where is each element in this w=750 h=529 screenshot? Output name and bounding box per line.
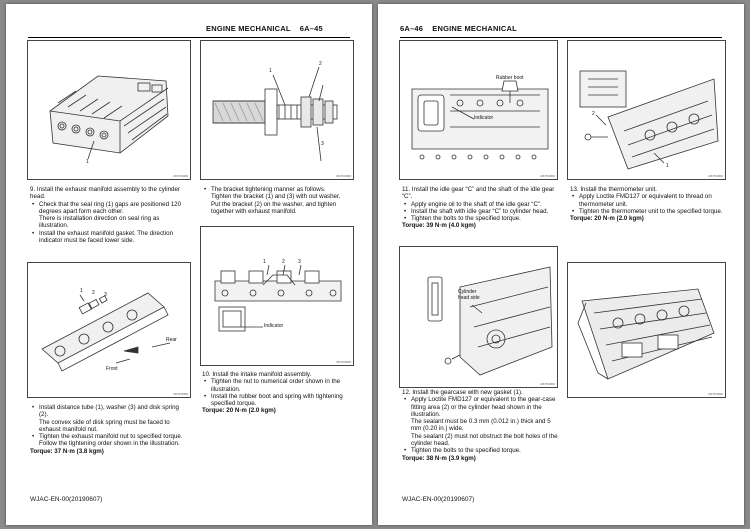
figure-code: M1TF0000 (708, 174, 723, 178)
running-header (206, 24, 323, 33)
figure-thermometer-unit (567, 40, 726, 180)
note: The sealant must be 0.3 mm (0.012 in.) thick and 5 mm (0.20 in.) wide. (411, 418, 551, 433)
torque-spec: Torque: 20 N·m (2.0 kgm) (570, 215, 644, 223)
bullet: • Install the shaft with idle gear “C” to cylinder head. (402, 208, 558, 215)
bullet: • Tighten the thermometer unit to the specified torque. (570, 208, 724, 215)
figure-code: M1TF0000 (540, 174, 555, 178)
header-rule (400, 37, 722, 38)
figure-code: M1TF0000 (336, 174, 351, 178)
torque-spec: Torque: 38 N·m (3.9 kgm) (402, 454, 476, 462)
note: Put the bracket (2) on the washer, and tighten together with exhaust manifold. (211, 200, 337, 215)
page-right (378, 4, 744, 525)
intake-manifold-drawing (201, 227, 353, 365)
bullet: • Install the exhaust manifold gasket. The direction indicator must be faced lower side. (30, 230, 186, 245)
cylinder-head-side-label: Cylinder head side (458, 289, 480, 301)
thermometer-drawing (568, 41, 725, 179)
callout-1: 1 (269, 68, 272, 74)
engine-block-drawing (568, 263, 725, 397)
bracket-section-drawing (201, 41, 353, 179)
callout-3: 3 (321, 141, 324, 147)
page-footer: WJAC-EN-00(20190607) (402, 496, 475, 503)
note: Tighten the bracket (1) and (3) with out washer. (211, 193, 341, 201)
header-title: ENGINE MECHANICAL (432, 24, 517, 33)
bullet: • Install the rubber boot and spring with tightening specified torque. (202, 393, 352, 408)
bullet: • Check that the seal ring (1) gaps are positioned 120 degrees apart form each other. (30, 201, 186, 216)
torque-spec: Torque: 20 N·m (2.0 kgm) (202, 407, 276, 415)
gearcase-drawing (400, 247, 557, 387)
callout-1: 1 (666, 163, 669, 169)
front-label: Front (106, 366, 118, 372)
figure-engine-block (567, 262, 726, 398)
cylinder-head-drawing (28, 41, 190, 179)
bullet: • Tighten the nut to numerical order shown in the illustration. (202, 378, 352, 393)
bullet: • Tighten the bolts to the specified torque. (402, 215, 558, 222)
page-footer: WJAC-EN-00(20190607) (30, 496, 103, 503)
step-12-text (402, 389, 562, 462)
figure-code: M1TF0000 (173, 174, 188, 178)
callout-3: 3 (298, 259, 301, 265)
step-heading: 12. Install the gearcase with new gasket (1). (402, 389, 523, 396)
figure-intake-manifold (200, 226, 354, 366)
bracket-text (202, 186, 352, 215)
figure-idle-gear (399, 40, 558, 180)
indicator-label: Indicator (264, 323, 284, 329)
figure-code: M1TF0000 (336, 360, 351, 364)
rubber-boot-label: Rubber boot (496, 75, 524, 81)
header-title: ENGINE MECHANICAL (206, 24, 291, 33)
page-number: 6A–45 (299, 24, 323, 33)
indicator-label: Indicator (474, 115, 494, 121)
running-header (400, 24, 517, 33)
step-9-text (30, 186, 186, 244)
bullet: • Apply Loctite FMD127 or equivalent to thread on thermometer unit. (570, 193, 724, 208)
note: The sealant (2) must not obstruct the bolt holes of the cylinder head. (411, 432, 558, 448)
callout-2: 2 (92, 290, 95, 296)
exhaust-manifold-drawing (28, 263, 190, 397)
idle-gear-drawing (400, 41, 557, 179)
step-10-text (202, 371, 352, 415)
bullet: • Tighten the exhaust manifold nut to specified torque. Follow the tightening order shown in the illustration. (30, 433, 186, 448)
step-13-text (570, 186, 724, 222)
bullet: • Apply engine oil to the shaft of the idle gear “C”. (402, 201, 558, 208)
callout-1: 1 (86, 159, 89, 165)
figure-gearcase (399, 246, 558, 388)
note: There is installation direction on seal ring as illustration. (39, 215, 160, 230)
callout-2: 2 (282, 259, 285, 265)
callout-1: 1 (263, 259, 266, 265)
step-heading: 11. Install the idle gear “C” and the shaft of the idle gear “C”. (402, 186, 555, 201)
step-heading: 13. Install the thermometer unit. (570, 186, 658, 193)
bullet: • Tighten the bolts to the specified torque. (402, 447, 562, 454)
figure-code: M1TF0000 (173, 392, 188, 396)
step-heading: 9. Install the exhaust manifold assembly to the cylinder head. (30, 186, 180, 201)
callout-3: 3 (104, 292, 107, 298)
bullet: • Install distance tube (1), washer (3) and disk spring (2). (30, 404, 186, 419)
figure-code: M1TF0000 (708, 392, 723, 396)
rear-label: Rear (166, 337, 177, 343)
callout-2: 2 (319, 61, 322, 67)
step-11-text (402, 186, 558, 230)
page-number: 6A–46 (400, 24, 424, 33)
figure-cylinder-head-seal-ring (27, 40, 191, 180)
step-heading: 10. Install the intake manifold assembly. (202, 371, 312, 378)
torque-spec: Torque: 39 N·m (4.0 kgm) (402, 222, 476, 230)
figure-bracket-section (200, 40, 354, 180)
callout-2: 2 (592, 111, 595, 117)
figure-code: M1TF0000 (540, 382, 555, 386)
page-left (6, 4, 372, 525)
torque-spec: Torque: 37 N·m (3.8 kgm) (30, 447, 104, 455)
bullet: • The bracket tightening manner as follows. (202, 186, 352, 193)
bullet: • Apply Loctite FMD127 or equivalent to the gear-case fitting area (2) or the cylinder head shown in the illustration. (402, 396, 562, 418)
note: The convex side of disk spring must be faced to exhaust manifold nut. (39, 418, 170, 433)
figure-exhaust-manifold (27, 262, 191, 398)
callout-1: 1 (80, 288, 83, 294)
header-rule (28, 37, 350, 38)
distance-tube-text (30, 404, 186, 455)
